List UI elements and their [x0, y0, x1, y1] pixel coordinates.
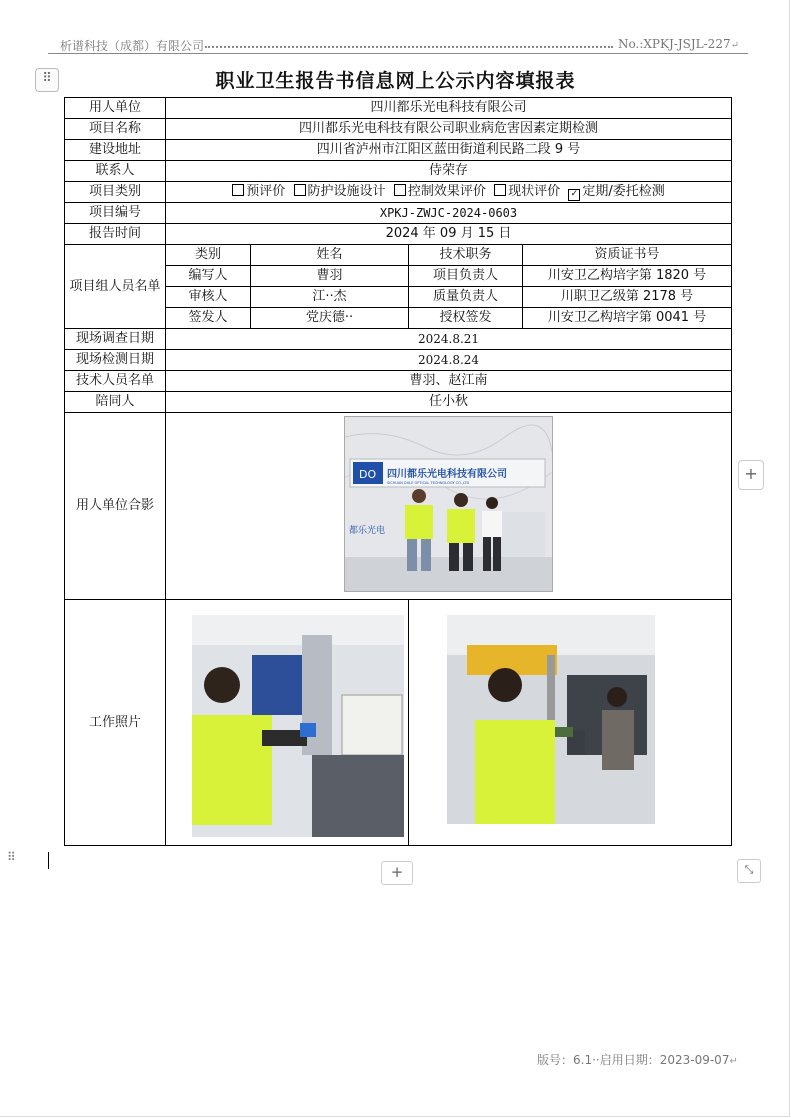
label-survey-date: 现场调查日期: [65, 329, 166, 350]
add-column-plus-icon[interactable]: +: [738, 460, 764, 490]
table-move-handle-icon[interactable]: ⠿: [35, 68, 59, 92]
team-name[interactable]: 曹羽: [251, 266, 409, 287]
work-photo-cell-right: [409, 600, 732, 846]
value-project-name[interactable]: 四川都乐光电科技有限公司职业病危害因素定期检测: [166, 119, 732, 140]
team-col-position: 技术职务: [409, 245, 523, 266]
option-pre-evaluation[interactable]: 预评价: [232, 184, 285, 199]
row-drag-handle-icon[interactable]: ⠿: [7, 850, 16, 864]
work-photo-right[interactable]: [447, 615, 655, 824]
row-escort: [65, 392, 732, 413]
option-protection-design[interactable]: 防护设施设计: [294, 184, 386, 199]
row-project-name: [65, 119, 732, 140]
team-member-row: [65, 308, 732, 329]
value-survey-date[interactable]: 2024.8.21: [166, 329, 732, 350]
row-team-header: [65, 245, 732, 266]
work-photo-cell-left: [166, 600, 409, 846]
row-work-photos: [65, 600, 732, 846]
team-position[interactable]: 质量负责人: [409, 287, 523, 308]
team-member-row: [65, 287, 732, 308]
header-rule: [48, 53, 748, 54]
add-row-plus-icon[interactable]: +: [381, 861, 413, 885]
team-position[interactable]: 授权签发: [409, 308, 523, 329]
value-employer[interactable]: 四川都乐光电科技有限公司: [166, 98, 732, 119]
header-company: 析谱科技（成都）有限公司: [60, 39, 205, 53]
label-report-time: 报告时间: [65, 224, 166, 245]
value-address[interactable]: 四川省泸州市江阳区蓝田街道利民路二段 9 号: [166, 140, 732, 161]
label-contact: 联系人: [65, 161, 166, 182]
value-escort[interactable]: 任小秋: [166, 392, 732, 413]
team-type[interactable]: 签发人: [166, 308, 251, 329]
label-category: 项目类别: [65, 182, 166, 203]
row-report-time: [65, 224, 732, 245]
category-options: [166, 182, 732, 203]
team-position[interactable]: 项目负责人: [409, 266, 523, 287]
team-name[interactable]: 党庆德··: [251, 308, 409, 329]
page-title: 职业卫生报告书信息网上公示内容填报表: [215, 70, 576, 92]
row-contact: [65, 161, 732, 182]
work-photo-right-drawing: [447, 615, 655, 824]
team-member-row: [65, 266, 732, 287]
group-photo-drawing: [345, 417, 552, 591]
header-dot-leader: [205, 46, 613, 48]
team-name[interactable]: 江··杰: [251, 287, 409, 308]
group-photo-image[interactable]: [344, 416, 553, 592]
label-test-date: 现场检测日期: [65, 350, 166, 371]
option-periodic-test[interactable]: ✓ 定期/委托检测: [568, 184, 664, 199]
label-technicians: 技术人员名单: [65, 371, 166, 392]
label-work-photos: 工作照片: [65, 600, 166, 846]
work-photo-left-drawing: [192, 615, 404, 837]
group-photo-cell: [166, 413, 732, 600]
header-doc-number: No.:XPKJ-JSJL-227↵: [618, 37, 739, 51]
checkbox-icon[interactable]: [232, 184, 244, 196]
label-escort: 陪同人: [65, 392, 166, 413]
team-type[interactable]: 编写人: [166, 266, 251, 287]
checkbox-icon[interactable]: [394, 184, 406, 196]
value-report-time[interactable]: 2024 年 09 月 15 日: [166, 224, 732, 245]
team-cert[interactable]: 川职卫乙级第 2178 号: [523, 287, 732, 308]
row-address: [65, 140, 732, 161]
wall-logo: 都乐光电: [349, 526, 386, 536]
label-project-no: 项目编号: [65, 203, 166, 224]
checkbox-icon[interactable]: [494, 184, 506, 196]
checked-checkbox-icon[interactable]: ✓: [568, 189, 580, 201]
sign-company-en: SICHUAN DULE OPTICAL TECHNOLOGY CO.,LTD: [387, 481, 470, 485]
sign-company-name: 四川都乐光电科技有限公司: [387, 469, 507, 480]
team-col-cert: 资质证书号: [523, 245, 732, 266]
label-employer: 用人单位: [65, 98, 166, 119]
value-contact[interactable]: 侍荣存: [166, 161, 732, 182]
row-technicians: [65, 371, 732, 392]
svg-text:DO: DO: [359, 468, 377, 481]
label-project-name: 项目名称: [65, 119, 166, 140]
checkbox-icon[interactable]: [294, 184, 306, 196]
footer-version: 版号：6.1··启用日期：2023-09-07↵: [537, 1053, 738, 1067]
value-project-no[interactable]: XPKJ-ZWJC-2024-0603: [166, 203, 732, 224]
text-cursor: [48, 852, 49, 869]
label-address: 建设地址: [65, 140, 166, 161]
label-group-photo: 用人单位合影: [65, 413, 166, 600]
team-col-type: 类别: [166, 245, 251, 266]
label-team: 项目组人员名单: [65, 245, 166, 329]
team-cert[interactable]: 川安卫乙构培字第 0041 号: [523, 308, 732, 329]
team-col-name: 姓名: [251, 245, 409, 266]
row-test-date: [65, 350, 732, 371]
team-cert[interactable]: 川安卫乙构培字第 1820 号: [523, 266, 732, 287]
row-project-no: [65, 203, 732, 224]
work-photo-left[interactable]: [192, 615, 404, 837]
row-group-photo: [65, 413, 732, 600]
option-control-effect[interactable]: 控制效果评价: [394, 184, 486, 199]
row-survey-date: [65, 329, 732, 350]
row-category: [65, 182, 732, 203]
table-resize-icon[interactable]: ⤡: [737, 859, 761, 883]
value-test-date[interactable]: 2024.8.24: [166, 350, 732, 371]
value-technicians[interactable]: 曹羽、赵江南: [166, 371, 732, 392]
team-type[interactable]: 审核人: [166, 287, 251, 308]
row-employer: [65, 98, 732, 119]
info-form-table: [64, 97, 732, 846]
option-status-evaluation[interactable]: 现状评价: [494, 184, 560, 199]
